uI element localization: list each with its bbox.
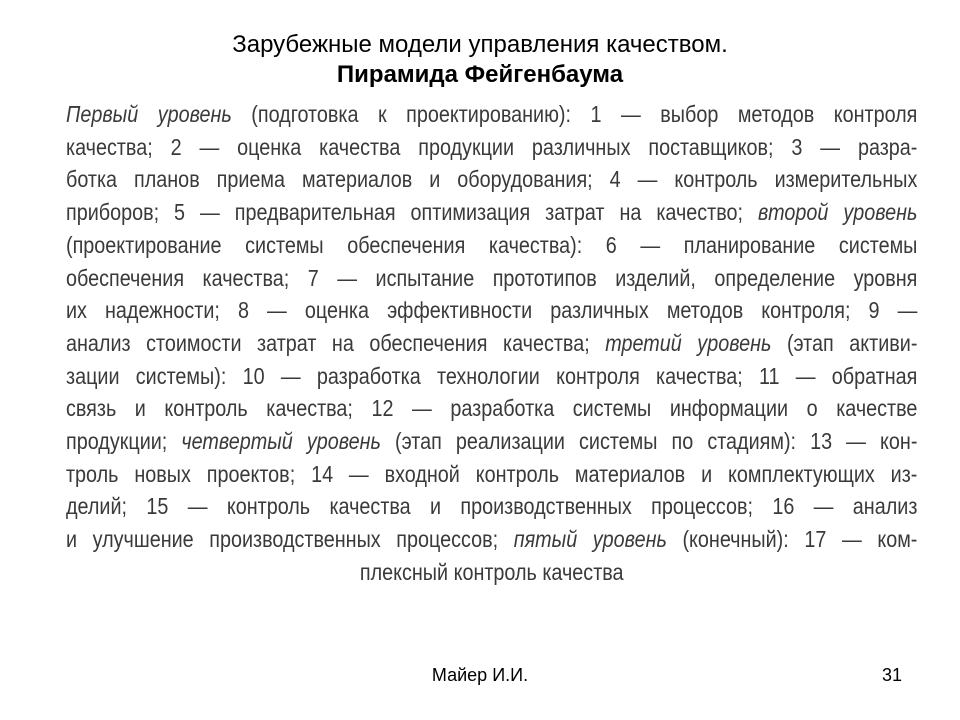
- text-line: [66, 458, 917, 491]
- text-segment: ботка планов приема материалов и оборудования; 4 — контроль измерительных: [66, 166, 918, 193]
- text-segment: приборов; 5 — предварительная оптимизация затрат на качество;: [66, 199, 758, 226]
- text-line: [66, 556, 917, 589]
- text-line: [66, 327, 917, 360]
- slide-title: [0, 30, 960, 90]
- text-segment: продукции;: [66, 428, 182, 455]
- text-segment: связь и контроль качества; 12 — разработка системы информации о качестве: [66, 395, 918, 422]
- text-line: [66, 131, 917, 164]
- text-segment: (этап активи-: [771, 329, 918, 356]
- text-segment: анализ стоимости затрат на обеспечения качества;: [66, 329, 606, 356]
- text-segment: их надежности; 8 — оценка эффективности различных методов контроля; 9 —: [66, 297, 918, 324]
- text-line: [66, 229, 917, 262]
- text-segment: качества; 2 — оценка качества продукции различных поставщиков; 3 — разра-: [66, 133, 918, 160]
- level-heading: пятый уровень: [513, 526, 667, 553]
- text-segment: (проектирование системы обеспечения качества): 6 — планирование системы: [66, 231, 918, 258]
- text-line: [66, 98, 917, 131]
- level-heading: четвертый уровень: [181, 428, 381, 455]
- scanned-text-body: [66, 98, 918, 589]
- level-heading: Первый уровень: [66, 101, 232, 127]
- text-line: [66, 392, 917, 425]
- text-segment: троль новых проектов; 14 — входной контроль материалов и комплектующих из-: [66, 460, 918, 487]
- text-segment: и улучшение производственных процессов;: [66, 526, 514, 553]
- text-line: [66, 360, 917, 393]
- text-segment: делий; 15 — контроль качества и производственных процессов; 16 — анализ: [66, 493, 918, 520]
- text-segment: (этап реализации системы по стадиям): 13 — кон-: [380, 428, 918, 455]
- text-line: [66, 490, 917, 523]
- page-number: 31: [881, 665, 902, 685]
- text-line: [66, 294, 917, 327]
- text-segment: (подготовка к проектированию): 1 — выбор методов контроля: [231, 101, 918, 127]
- text-line: [66, 163, 917, 196]
- text-line: [66, 425, 917, 458]
- level-heading: второй уровень: [757, 199, 918, 226]
- title-line-2: Пирамида Фейгенбаума: [336, 61, 624, 88]
- text-line: [66, 523, 917, 556]
- text-segment: (конечный): 17 — ком-: [666, 526, 918, 553]
- text-line: [66, 196, 917, 229]
- title-line-1: Зарубежные модели управления качеством.: [232, 31, 728, 58]
- level-heading: третий уровень: [605, 329, 772, 356]
- text-segment: обеспечения качества; 7 — испытание прототипов изделий, определение уровня: [66, 264, 918, 291]
- footer-author: Майер И.И.: [431, 665, 529, 685]
- text-segment: плексный контроль качества: [359, 558, 624, 585]
- text-segment: зации системы): 10 — разработка технологии контроля качества; 11 — обратная: [66, 362, 918, 389]
- text-line: [66, 262, 917, 295]
